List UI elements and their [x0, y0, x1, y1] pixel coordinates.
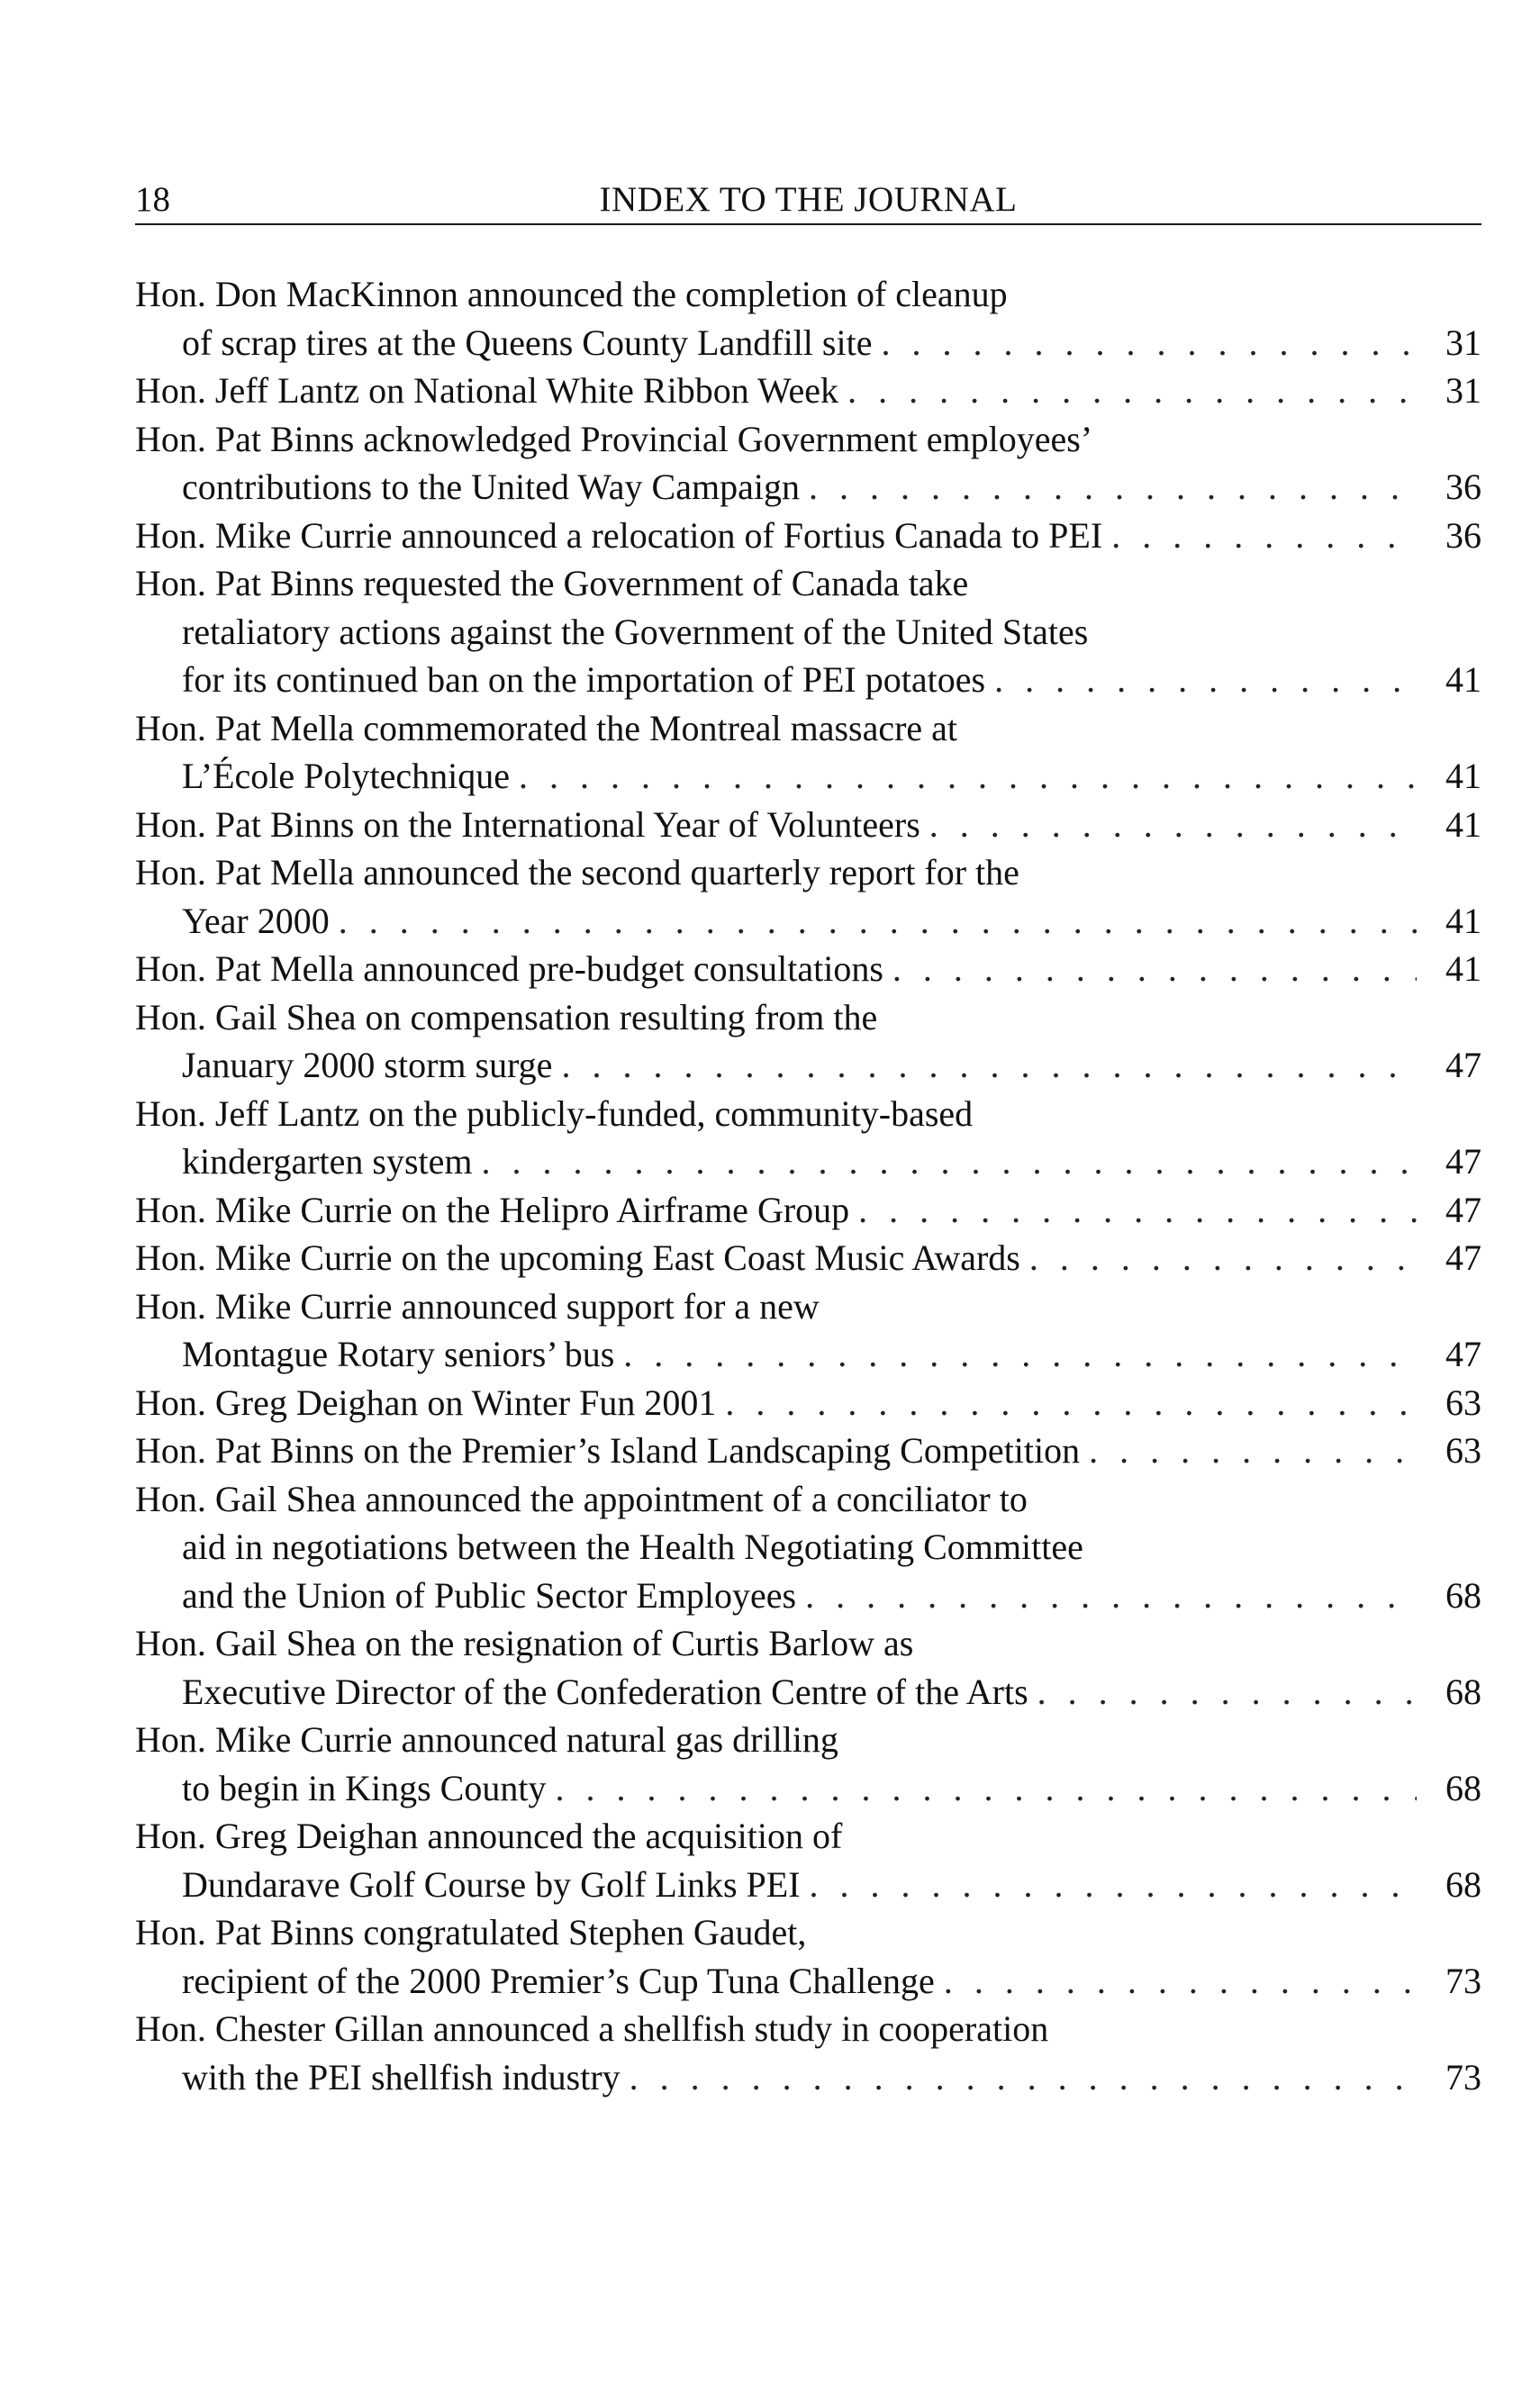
entry-text: Year 2000 [182, 900, 330, 941]
dot-leader [630, 2053, 1417, 2102]
entry-text: Hon. Pat Binns on the Premier’s Island Landscaping Competition [135, 1430, 1081, 1471]
entry-text: Hon. Mike Currie on the upcoming East Coast Music Awards [135, 1237, 1020, 1278]
entry-page-number: 47 [1445, 1237, 1481, 1278]
entry-last-line [135, 1041, 1481, 1090]
entry-first-line: Hon. Mike Currie announced natural gas drilling [135, 1719, 838, 1760]
entry-page-number: 68 [1445, 1574, 1481, 1616]
entry-text: with the PEI shellfish industry [182, 2056, 621, 2098]
entry-text: Dundarave Golf Course by Golf Links PEI [182, 1863, 801, 1905]
entry-text: January 2000 storm surge [182, 1045, 553, 1085]
entry-page-number: 31 [1445, 322, 1481, 363]
index-entry [135, 1090, 1481, 1186]
entry-text: for its continued ban on the importation of PEI potatoes [182, 659, 986, 700]
entry-page-number: 41 [1445, 756, 1481, 796]
entry-last-line [135, 752, 1481, 801]
entry-text: kindergarten system [182, 1141, 473, 1182]
entry-page-number: 47 [1445, 1045, 1481, 1085]
dot-leader [623, 1330, 1417, 1379]
entry-page-number: 73 [1445, 1960, 1481, 2001]
entry-page-number: 47 [1445, 1141, 1481, 1182]
dot-leader [847, 367, 1417, 415]
index-entry [135, 801, 1481, 849]
entry-page-number: 68 [1445, 1767, 1481, 1808]
entry-last-line [135, 1861, 1481, 1909]
entry-first-line: Hon. Chester Gillan announced a shellfish study in cooperation [135, 2008, 1049, 2049]
entry-page-number: 31 [1445, 370, 1481, 411]
entry-text: Hon. Mike Currie on the Helipro Airframe Group [135, 1189, 850, 1230]
dot-leader [805, 1572, 1417, 1620]
entry-last-line [135, 1379, 1481, 1427]
entry-text: L’École Polytechnique [182, 756, 510, 796]
entry-page-number: 41 [1445, 659, 1481, 700]
entry-page-number: 63 [1445, 1430, 1481, 1471]
running-title: INDEX TO THE JOURNAL [599, 180, 1018, 219]
entry-last-line [135, 367, 1481, 415]
entry-page-number: 47 [1445, 1334, 1481, 1374]
entry-text: Hon. Mike Currie announced a relocation of Fortius Canada to PEI [135, 514, 1103, 556]
entry-first-line: Hon. Gail Shea on compensation resulting from the [135, 996, 878, 1037]
entry-page-number: 36 [1445, 514, 1481, 556]
index-entry [135, 993, 1481, 1090]
index-entry [135, 1427, 1481, 1475]
dot-leader [944, 1957, 1417, 2006]
entry-last-line [135, 1137, 1481, 1186]
entry-text: to begin in Kings County [182, 1767, 547, 1808]
index-entry [135, 559, 1481, 704]
entry-last-line [135, 656, 1481, 704]
index-entry [135, 1716, 1481, 1812]
index-entry [135, 1379, 1481, 1427]
index-entries [135, 270, 1481, 2101]
index-entry [135, 1619, 1481, 1716]
index-entry [135, 1812, 1481, 1908]
entry-last-line [135, 1330, 1481, 1379]
entry-text: Hon. Pat Binns on the International Year of Volunteers [135, 803, 920, 845]
entry-text: and the Union of Public Sector Employees [182, 1574, 797, 1616]
entry-first-line: Hon. Pat Mella commemorated the Montreal massacre at [135, 707, 958, 748]
entry-last-line [135, 801, 1481, 849]
dot-leader [482, 1137, 1417, 1186]
dot-leader [858, 1186, 1417, 1235]
index-entry [135, 512, 1481, 560]
entry-last-line [135, 1764, 1481, 1813]
index-entry [135, 848, 1481, 945]
dot-leader [1029, 1234, 1417, 1282]
index-entry [135, 415, 1481, 512]
dot-leader [561, 1041, 1417, 1090]
index-entry [135, 2005, 1481, 2101]
entry-page-number: 47 [1445, 1189, 1481, 1230]
index-entry [135, 1186, 1481, 1235]
entry-last-line [135, 1668, 1481, 1717]
entry-first-line: Hon. Pat Binns requested the Government of Canada take [135, 563, 969, 603]
entry-text: Montague Rotary seniors’ bus [182, 1334, 615, 1374]
entry-continuation-line: retaliatory actions against the Government of the United States [182, 611, 1089, 652]
entry-page-number: 68 [1445, 1671, 1481, 1712]
entry-first-line: Hon. Jeff Lantz on the publicly-funded, community-based [135, 1092, 974, 1134]
entry-page-number: 41 [1445, 948, 1481, 989]
dot-leader [892, 945, 1417, 993]
page-number: 18 [135, 180, 170, 219]
index-entry [135, 1282, 1481, 1379]
entry-continuation-line: aid in negotiations between the Health Negotiating Committee [182, 1527, 1083, 1567]
entry-first-line: Hon. Pat Mella announced the second quarterly report for the [135, 852, 1019, 892]
dot-leader [1037, 1668, 1417, 1717]
entry-first-line: Hon. Mike Currie announced support for a new [135, 1285, 820, 1327]
dot-leader [725, 1379, 1417, 1427]
dot-leader [881, 319, 1417, 367]
entry-last-line [135, 463, 1481, 512]
entry-first-line: Hon. Don MacKinnon announced the completion of cleanup [135, 274, 1008, 314]
entry-page-number: 73 [1445, 2056, 1481, 2098]
index-entry [135, 945, 1481, 993]
entry-text: Hon. Pat Mella announced pre-budget consultations [135, 948, 883, 989]
entry-text: Hon. Greg Deighan on Winter Fun 2001 [135, 1382, 717, 1423]
entry-page-number: 63 [1445, 1382, 1481, 1423]
dot-leader [994, 656, 1417, 704]
entry-last-line [135, 319, 1481, 367]
index-entry [135, 1234, 1481, 1282]
entry-text: Executive Director of the Confederation Centre of the Arts [182, 1671, 1028, 1712]
index-entry [135, 367, 1481, 415]
dot-leader [519, 752, 1417, 801]
entry-text: Hon. Jeff Lantz on National White Ribbon Week [135, 370, 839, 411]
entry-text: of scrap tires at the Queens County Landfill site [182, 322, 873, 363]
entry-text: recipient of the 2000 Premier’s Cup Tuna Challenge [182, 1960, 935, 2001]
entry-first-line: Hon. Gail Shea on the resignation of Curtis Barlow as [135, 1623, 914, 1663]
entry-last-line [135, 2053, 1481, 2102]
entry-text: contributions to the United Way Campaign [182, 467, 800, 507]
dot-leader [1111, 512, 1417, 560]
dot-leader [339, 897, 1417, 946]
entry-first-line: Hon. Pat Binns acknowledged Provincial Government employees’ [135, 418, 1093, 459]
dot-leader [555, 1764, 1417, 1813]
page-header [135, 177, 1481, 225]
entry-last-line [135, 945, 1481, 993]
entry-last-line [135, 1427, 1481, 1475]
index-entry [135, 704, 1481, 801]
index-entry [135, 1908, 1481, 2005]
entry-last-line [135, 1957, 1481, 2006]
entry-page-number: 41 [1445, 803, 1481, 845]
dot-leader [929, 801, 1417, 849]
entry-page-number: 68 [1445, 1863, 1481, 1905]
entry-last-line [135, 512, 1481, 560]
entry-first-line: Hon. Gail Shea announced the appointment of a conciliator to [135, 1478, 1028, 1519]
dot-leader [810, 1861, 1417, 1909]
index-entry [135, 1475, 1481, 1620]
dot-leader [1089, 1427, 1417, 1475]
index-entry [135, 270, 1481, 367]
entry-page-number: 41 [1445, 900, 1481, 941]
entry-page-number: 36 [1445, 467, 1481, 507]
entry-last-line [135, 1234, 1481, 1282]
entry-last-line [135, 897, 1481, 946]
entry-first-line: Hon. Greg Deighan announced the acquisition of [135, 1816, 843, 1856]
entry-first-line: Hon. Pat Binns congratulated Stephen Gaudet, [135, 1912, 807, 1953]
entry-last-line [135, 1572, 1481, 1620]
dot-leader [809, 463, 1417, 512]
entry-last-line [135, 1186, 1481, 1235]
